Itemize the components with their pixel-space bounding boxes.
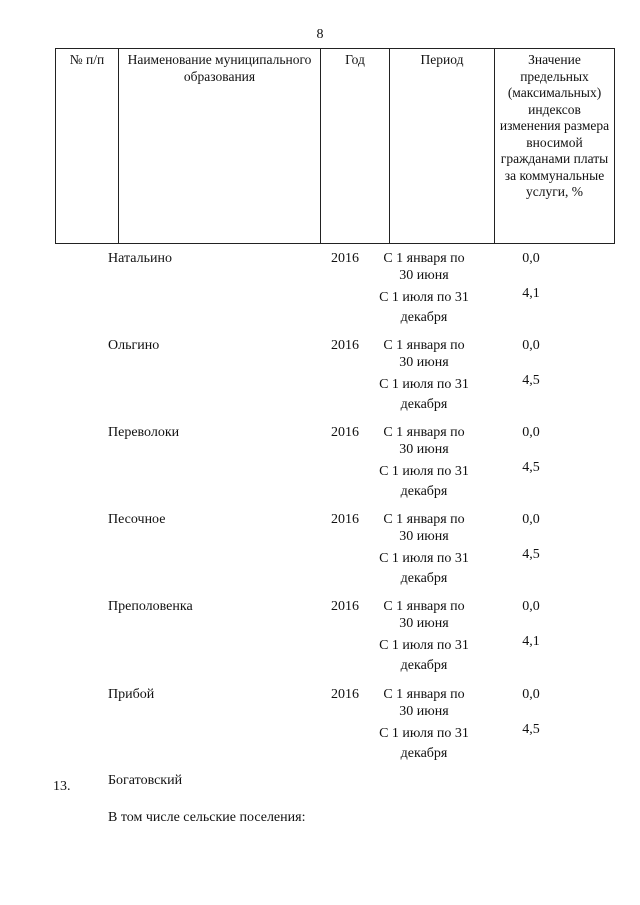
row-values	[506, 598, 556, 651]
row-name: Преполовенка	[108, 599, 193, 614]
header-name: Наименование муниципального образования	[119, 49, 321, 244]
row-values	[506, 337, 556, 390]
period-first-half: С 1 января по 30 июня	[383, 338, 465, 370]
period-second-half: С 1 июля по 31 декабря	[379, 638, 469, 673]
value-second-half: 4,1	[522, 286, 540, 301]
period-first-half: С 1 января по 30 июня	[383, 512, 465, 544]
row-name: Песочное	[108, 512, 166, 527]
value-second-half: 4,5	[522, 373, 540, 388]
table-row	[0, 598, 640, 678]
value-first-half: 0,0	[522, 251, 540, 266]
header-period: Период	[390, 49, 495, 244]
value-second-half: 4,5	[522, 722, 540, 737]
row-name: Натальино	[108, 251, 172, 266]
value-first-half: 0,0	[522, 338, 540, 353]
period-second-half: С 1 июля по 31 декабря	[379, 551, 469, 586]
value-first-half: 0,0	[522, 512, 540, 527]
value-second-half: 4,5	[522, 460, 540, 475]
period-first-half: С 1 января по 30 июня	[383, 687, 465, 719]
table-row	[0, 511, 640, 591]
period-first-half: С 1 января по 30 июня	[383, 251, 465, 283]
value-first-half: 0,0	[522, 599, 540, 614]
value-first-half: 0,0	[522, 425, 540, 440]
table-row	[0, 424, 640, 504]
value-second-half: 4,5	[522, 547, 540, 562]
row-year: 2016	[331, 251, 359, 266]
section-note: В том числе сельские поселения:	[108, 810, 306, 825]
table-row	[0, 686, 640, 766]
row-name: Переволоки	[108, 425, 180, 440]
header-year: Год	[321, 49, 390, 244]
table-row	[0, 337, 640, 417]
page-number: 8	[316, 27, 324, 42]
period-second-half: С 1 июля по 31 декабря	[379, 377, 469, 412]
period-first-half: С 1 января по 30 июня	[383, 599, 465, 631]
row-name: Ольгино	[108, 338, 160, 353]
row-period	[378, 686, 470, 764]
table-header	[55, 48, 615, 244]
header-value: Значение предельных (максимальных) индексов изменения размера вносимой гражданами платы за коммунальные услуги, %	[495, 49, 615, 244]
section-name: Богатовский	[108, 773, 183, 788]
row-year: 2016	[331, 338, 359, 353]
period-second-half: С 1 июля по 31 декабря	[379, 290, 469, 325]
row-values	[506, 250, 556, 303]
row-period	[378, 424, 470, 502]
row-values	[506, 511, 556, 564]
row-year: 2016	[331, 425, 359, 440]
period-second-half: С 1 июля по 31 декабря	[379, 726, 469, 761]
value-first-half: 0,0	[522, 687, 540, 702]
row-period	[378, 337, 470, 415]
row-values	[506, 686, 556, 739]
row-year: 2016	[331, 599, 359, 614]
table-row	[0, 250, 640, 330]
section-number: 13.	[53, 779, 71, 794]
value-second-half: 4,1	[522, 634, 540, 649]
row-period	[378, 250, 470, 328]
row-year: 2016	[331, 687, 359, 702]
period-second-half: С 1 июля по 31 декабря	[379, 464, 469, 499]
row-period	[378, 598, 470, 676]
header-num: № п/п	[56, 49, 119, 244]
row-name: Прибой	[108, 687, 155, 702]
row-period	[378, 511, 470, 589]
period-first-half: С 1 января по 30 июня	[383, 425, 465, 457]
row-year: 2016	[331, 512, 359, 527]
row-values	[506, 424, 556, 477]
